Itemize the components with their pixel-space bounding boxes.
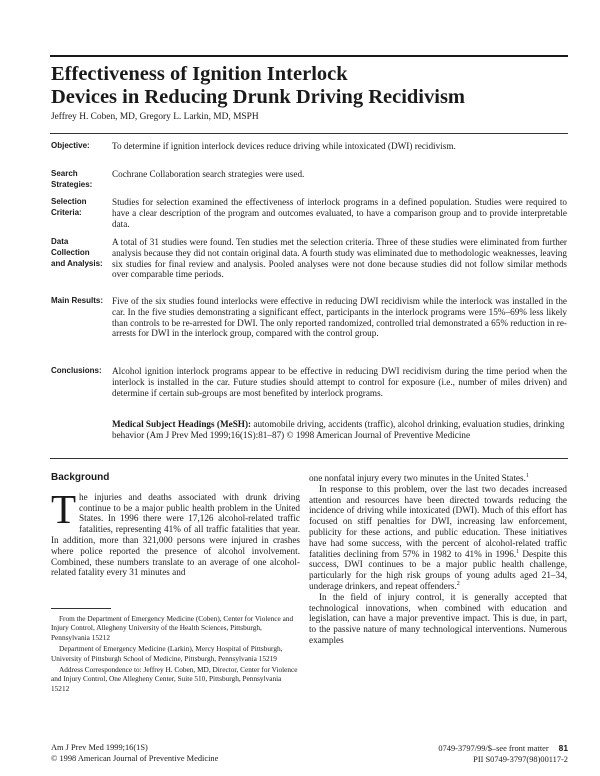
paragraph-response: [309, 484, 567, 592]
footer-journal-citation: Am J Prev Med 1999;16(1S): [51, 743, 148, 752]
footnote-rule: [51, 608, 111, 609]
paragraph-response-text-a: In response to this problem, over the last two decades increased attention and resources have been directed towards reducing the incidence of driving while intoxicated (DWI). Much of this effort has focused on stiff penalties for DWI, increasing law enforcement, publicity for these actions, and public education. These initiatives have had some success, with the percent of alcohol-related traffic fatalities declining from 57% in 1982 to 41% in 1996.: [309, 483, 567, 559]
affiliation-footnotes: [51, 614, 300, 695]
footnote-affiliation-coben: From the Department of Emergency Medicine (Coben), Center for Violence and Injury Control, Allegheny University of the Health Sciences, Pittsburgh, Pennsylvania 15212: [51, 614, 294, 642]
paragraph-intro: [51, 485, 300, 578]
paragraph-continued: [309, 473, 567, 484]
right-column: [309, 473, 567, 646]
title-line-2: Devices in Reducing Drunk Driving Recidivism: [51, 86, 465, 108]
footer-right: [400, 743, 568, 765]
section-heading-background: Background: [51, 472, 110, 483]
page-number: 81: [558, 743, 568, 753]
top-rule: [50, 55, 568, 57]
footer-copyright: © 1998 American Journal of Preventive Medicine: [51, 753, 219, 763]
objective-text: To determine if ignition interlock devices reduce driving while intoxicated (DWI) recidivism.: [112, 141, 456, 151]
reference-marker: 2: [456, 580, 460, 587]
left-column: [51, 473, 300, 578]
mesh-block: [112, 419, 567, 441]
results-text: Five of the six studies found interlocks were effective in reducing DWI recidivism while the interlock was installed in the car. In the five studies demonstrating a significant effect, participants in the interlock programs were 15%–69% less likely than controls to be re-arrested for DWI. The only reported randomized, controlled trial demonstrated a 65% reduction in re-arrests for DWI in the interlock group, compared with the control group.: [112, 296, 567, 339]
reference-marker: 1: [525, 472, 529, 479]
data-label: [51, 237, 109, 269]
footer-pii: PII S0749-3797(98)00117-2: [473, 754, 568, 764]
data-label-line-1: Data: [51, 237, 69, 246]
search-label-line-2: Strategies:: [51, 179, 93, 189]
conclusions-label: Conclusions:: [51, 366, 102, 375]
drop-cap: T: [51, 485, 77, 532]
paragraph-injury-control: In the field of injury control, it is generally accepted that technological innovations, when combined with education and legislation, can have a major preventive impact. This is due, in part, to the passive nature of many technological interventions. Numerous examples: [309, 591, 567, 645]
paragraph-continued-text: one nonfatal injury every two minutes in the United States.: [309, 473, 526, 483]
footer-issn-line: [400, 743, 568, 755]
abstract-bottom-rule: [50, 458, 568, 459]
footnote-affiliation-larkin: Department of Emergency Medicine (Larkin), Mercy Hospital of Pittsburgh, University of Pittsburgh School of Medicine, Pittsburgh, Pennsylvania 15219: [51, 644, 283, 663]
conclusions-text: Alcohol ignition interlock programs appear to be effective in reducing DWI recidivism during the time period when the interlock is installed in the car. Future studies should attempt to control for exposure (i.e., number of miles driven) and determine if certain sub-groups are most benefited by interlock programs.: [112, 366, 567, 398]
abstract-top-rule: [50, 133, 568, 134]
mesh-terms: automobile driving, accidents (traffic), alcohol drinking, evaluation studies, drinking behavior (Am J Prev Med 1999;16(1S):81–87) © 1998 American Journal of Preventive Medicine: [112, 419, 565, 440]
search-label: [51, 169, 109, 191]
footnote-correspondence: Address Correspondence to: Jeffrey H. Coben, MD, Director, Center for Violence and Injury Control, One Allegheny Center, Suite 510, Pittsburgh, Pennsylvania 15212: [51, 665, 298, 693]
selection-text: Studies for selection examined the effectiveness of interlock programs in a defined population. Studies were required to have a clear description of the program and outcomes evaluated, to have a comparison group and to provide interpretable data.: [112, 197, 567, 229]
selection-label-line-2: Criteria:: [51, 207, 82, 217]
data-text: A total of 31 studies were found. Ten studies met the selection criteria. Three of these studies were eliminated from further analysis because they did not contain original data. A fourth study was eliminated due to methodologic weaknesses, leaving six studies for final review and analysis. Pooled analyses were not done because studies did not follow similar methods over comparable time periods.: [112, 237, 567, 280]
objective-label: Objective:: [51, 141, 90, 150]
results-label: Main Results:: [51, 296, 104, 305]
data-label-line-2: Collection: [51, 247, 90, 257]
paragraph-response-text-b: Despite this success, DWI continues to be a major public health challenge, particularly for the high risk groups of young adults aged 21–34, underage drinkers, and repeat offenders.: [309, 548, 567, 591]
search-label-line-1: Search: [51, 169, 78, 178]
paragraph-intro-text: he injuries and deaths associated with drunk driving continue to be a major public health problem in the United States. In 1996 there were 17,126 alcohol-related traffic fatalities, representing 41% of all traffic fatalities that year. In addition, more than 321,000 persons were injured in crashes where police reported the presence of alcohol involvement. Combined, these numbers translate to an average of one alcohol-related fatality every 31 minutes and: [51, 491, 300, 578]
article-title: [51, 63, 571, 109]
selection-label: [51, 197, 109, 219]
reference-marker: 1: [516, 548, 520, 555]
title-line-1: Effectiveness of Ignition Interlock: [51, 63, 348, 85]
mesh-label: Medical Subject Headings (MeSH):: [112, 419, 252, 429]
selection-label-line-1: Selection: [51, 197, 87, 206]
data-label-line-3: and Analysis:: [51, 258, 103, 268]
footer-issn: 0749-3797/99/$–see front matter: [438, 744, 549, 753]
author-list: Jeffrey H. Coben, MD, Gregory L. Larkin, MD, MSPH: [51, 112, 259, 122]
footer-left: [51, 743, 218, 764]
search-text: Cochrane Collaboration search strategies were used.: [112, 169, 305, 179]
